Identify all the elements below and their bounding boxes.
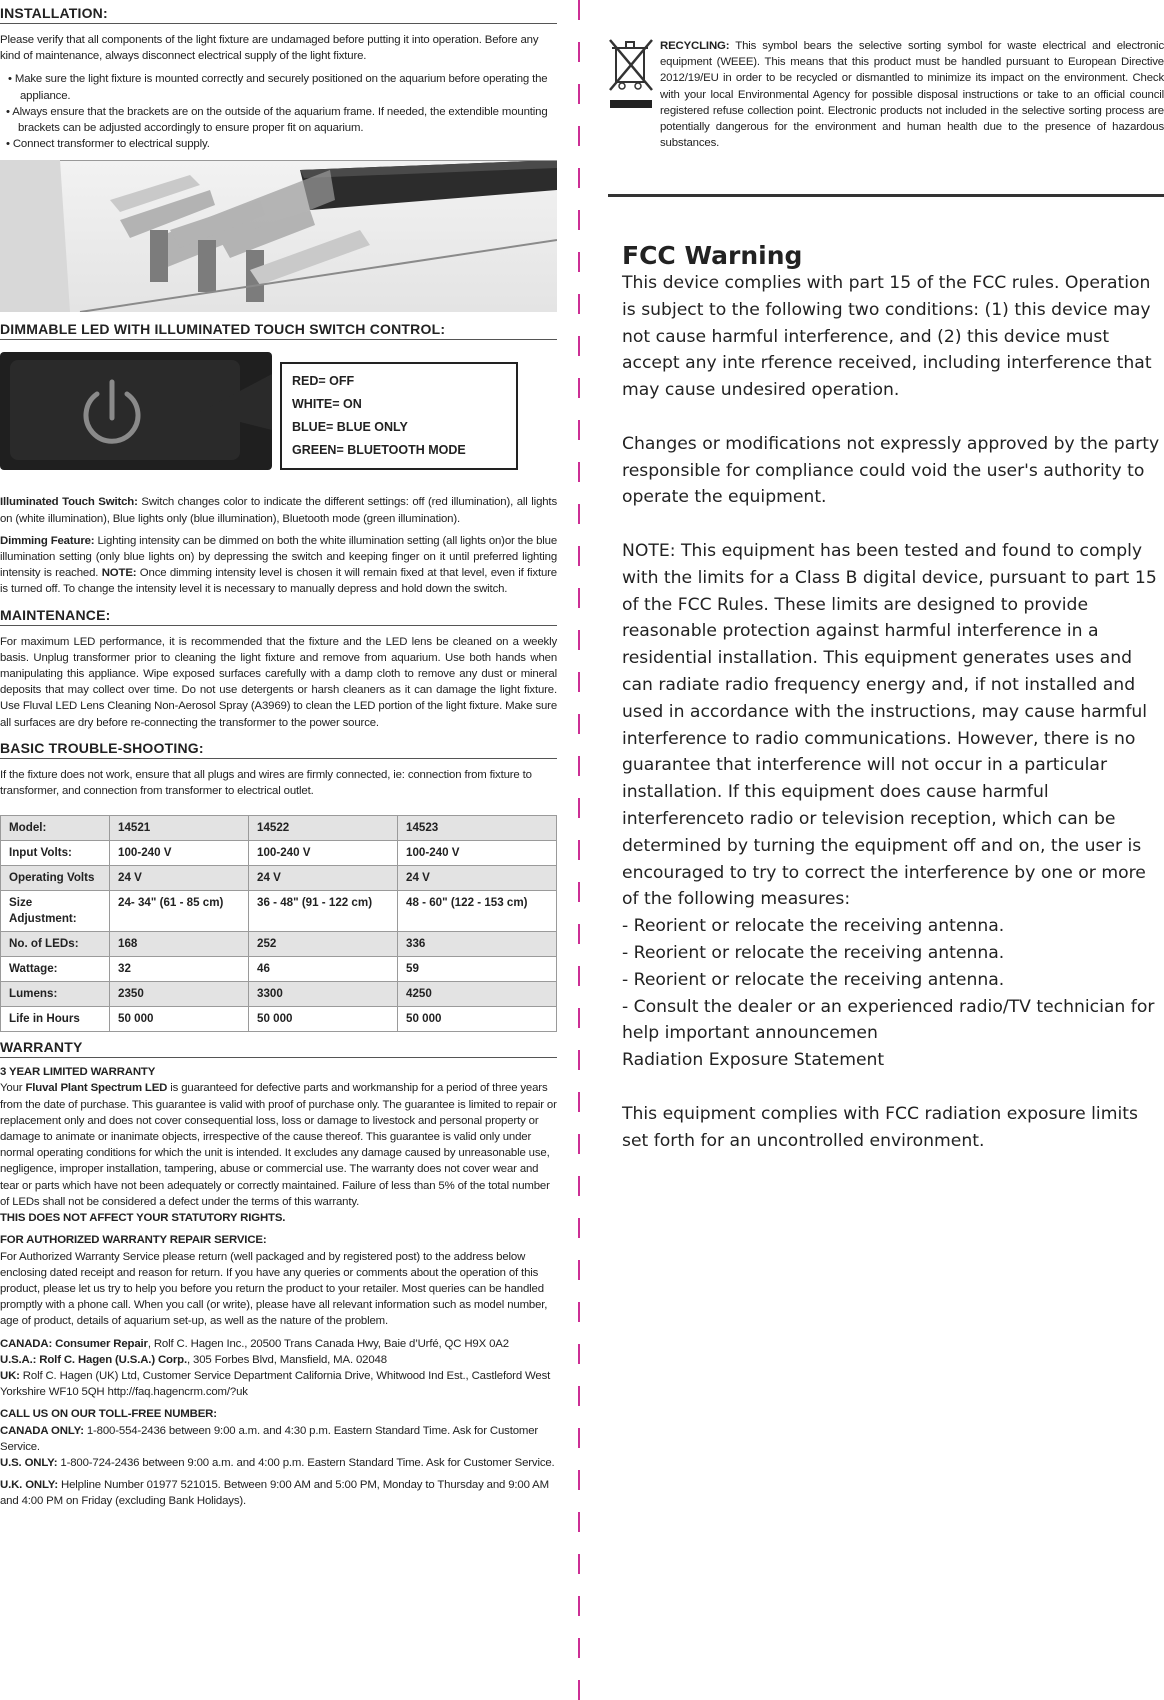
phone-text: 1-800-554-2436 between 9:00 a.m. and 4:30 p.m. Eastern Standard Time. Ask for Customer Service. bbox=[0, 1424, 539, 1453]
warranty-text: is guaranteed for defective parts and workmanship for a period of three years from the date of purchase. This guarantee is valid with proof of purchase only. The guarantee is limited to repair or replacement only and does not cover consequential loss, loss or damage to livestock and personal property or damage to animate or inanimate objects, irrespective of the cause thereof. This guarantee is valid only under normal operating conditions for which the unit is intended. It excludes any damage caused by unreasonable use, negligence, improper installation, tampering, abuse or commercial use. The warranty does not cover wear and tear or parts which have not been adequately or correctly maintained. Failure of less than 5% of the total number of LEDs shall not be considered a defect under the terms of this warranty. bbox=[0, 1082, 557, 1208]
table-cell: 4250 bbox=[398, 982, 557, 1007]
divider-dash bbox=[578, 168, 580, 188]
recycling-section bbox=[608, 38, 1164, 178]
warranty-section bbox=[0, 1064, 557, 1509]
table-cell: 48 - 60" (122 - 153 cm) bbox=[398, 891, 557, 932]
phone-canada bbox=[0, 1423, 557, 1455]
divider-dash bbox=[578, 672, 580, 692]
divider-dash bbox=[578, 1386, 580, 1406]
fcc-body bbox=[622, 270, 1164, 1154]
address-usa bbox=[0, 1352, 557, 1368]
table-row bbox=[1, 982, 557, 1007]
fcc-paragraph: This equipment complies with FCC radiation exposure limits set forth for an uncontrolled environment. bbox=[622, 1103, 1138, 1151]
divider-dash bbox=[578, 630, 580, 650]
address-canada bbox=[0, 1336, 557, 1352]
table-cell: 24- 34" (61 - 85 cm) bbox=[110, 891, 249, 932]
divider-dash bbox=[578, 462, 580, 482]
divider-dash bbox=[578, 1302, 580, 1322]
divider-dash bbox=[578, 756, 580, 776]
table-cell: 100-240 V bbox=[398, 841, 557, 866]
installation-bullet: • Always ensure that the brackets are on the outside of the aquarium frame. If needed, the extendible mounting brackets can be adjusted accordingly to ensure proper fit on aquarium. bbox=[6, 105, 548, 135]
toll-free-heading: CALL US ON OUR TOLL-FREE NUMBER: bbox=[0, 1408, 217, 1421]
dimming-label: Dimming Feature: bbox=[0, 534, 95, 547]
table-cell: 32 bbox=[110, 957, 249, 982]
table-cell: Size Adjustment: bbox=[1, 891, 110, 932]
divider-dash bbox=[578, 294, 580, 314]
fcc-title: FCC Warning bbox=[622, 241, 803, 270]
weee-bin-icon bbox=[608, 38, 654, 110]
fcc-measure: - Consult the dealer or an experienced radio/TV technician for help important announcemen bbox=[622, 996, 1155, 1044]
installation-heading: INSTALLATION: bbox=[0, 4, 557, 24]
table-cell: Lumens: bbox=[1, 982, 110, 1007]
divider-dash bbox=[578, 840, 580, 860]
legend-item: BLUE= BLUE ONLY bbox=[292, 420, 408, 435]
repair-heading: FOR AUTHORIZED WARRANTY REPAIR SERVICE: bbox=[0, 1234, 267, 1247]
table-cell: 2350 bbox=[110, 982, 249, 1007]
right-column bbox=[608, 0, 1164, 1154]
table-cell: 14522 bbox=[249, 816, 398, 841]
installation-intro: Please verify that all components of the light fixture are undamaged before putting it into operation. Before any kind of maintenance, always disconnect electrical supply of the light fixture. bbox=[0, 34, 539, 63]
table-cell: 50 000 bbox=[398, 1007, 557, 1032]
fcc-section bbox=[608, 241, 1164, 1154]
divider-dash bbox=[578, 1176, 580, 1196]
table-cell: 59 bbox=[398, 957, 557, 982]
divider-dash bbox=[578, 0, 580, 20]
power-icon bbox=[0, 352, 272, 470]
table-cell: Input Volts: bbox=[1, 841, 110, 866]
address-uk bbox=[0, 1368, 557, 1400]
divider-dash bbox=[578, 126, 580, 146]
installation-section bbox=[0, 32, 557, 152]
table-cell: 46 bbox=[249, 957, 398, 982]
fcc-paragraph: This device complies with part 15 of the FCC rules. Operation is subject to the following two conditions: (1) this device may not cause harmful interference, and (2) this device must accept any inte rference received, including interference that may cause undesired operation. bbox=[622, 273, 1152, 401]
divider-dash bbox=[578, 252, 580, 272]
table-row bbox=[1, 841, 557, 866]
fcc-measure: - Reorient or relocate the receiving antenna. bbox=[622, 942, 1005, 963]
legend-item: RED= OFF bbox=[292, 374, 355, 389]
divider-dash bbox=[578, 714, 580, 734]
installation-bullet: • Make sure the light fixture is mounted correctly and securely positioned on the aquarium before operating the appliance. bbox=[8, 73, 548, 102]
address-label: UK: bbox=[0, 1369, 20, 1382]
divider-dash bbox=[578, 588, 580, 608]
dimmable-description bbox=[0, 494, 557, 597]
table-row bbox=[1, 891, 557, 932]
table-row bbox=[1, 866, 557, 891]
divider-dash bbox=[578, 1680, 580, 1700]
phone-uk bbox=[0, 1477, 557, 1509]
maintenance-text: For maximum LED performance, it is recommended that the fixture and the LED lens be cleaned on a weekly basis. Unplug transformer prior to cleaning the light fixture and remove from aquarium. Use both hands when manipulating this appliance. Wipe exposed surfaces carefully with a damp cloth to remove any dust or mineral deposits that may collect over time. Do not use detergents or harsh cleaners as it can damage the light fixture. Use Fluval LED Lens Cleaning Non-Aerosol Spray (A3969) to clean the LED portion of the light fixture. Make sure all surfaces are dry before re-connecting the transformer to the power source. bbox=[0, 635, 557, 729]
divider-dash bbox=[578, 882, 580, 902]
table-cell: 24 V bbox=[398, 866, 557, 891]
recycling-body: This symbol bears the selective sorting symbol for waste electrical and electronic equipment (WEEE). This means that this product must be handled pursuant to European Directive 2012/19/EU in order to be recycled or dismantled to minimize its impact on the environment. Check with your local Environmental Agency for possible disposal instructions or take to an official council registered refuse collection point. Electronic products not included in the selective sorting process are potentially dangerous for the environment and human health due to the presence of hazardous substances. bbox=[660, 40, 1164, 150]
table-cell: 14523 bbox=[398, 816, 557, 841]
divider-dash bbox=[578, 1092, 580, 1112]
table-cell: 24 V bbox=[110, 866, 249, 891]
phone-label: U.S. ONLY: bbox=[0, 1456, 58, 1469]
divider-dash bbox=[578, 1638, 580, 1658]
table-cell: Model: bbox=[1, 816, 110, 841]
warranty-text: Your bbox=[0, 1082, 26, 1095]
touch-switch-label: Illuminated Touch Switch: bbox=[0, 496, 138, 509]
touch-switch-paragraph bbox=[0, 494, 557, 526]
divider-dash bbox=[578, 924, 580, 944]
repair-text: For Authorized Warranty Service please return (well packaged and by registered post) to the address below enclosing dated receipt and reason for return. If you have any queries or comments about the operation of this product, please let us try to help you before you return the product to your retailer. Most queries can be handled promptly with a phone call. When you call (or write), please have all relevant information such as model number, age of product, details of aquarium set-up, as well as the nature of the problem. bbox=[0, 1250, 548, 1328]
divider-dash bbox=[578, 336, 580, 356]
divider-dash bbox=[578, 42, 580, 62]
divider-dash bbox=[578, 1596, 580, 1616]
address-label: CANADA: Consumer Repair bbox=[0, 1337, 148, 1350]
product-name: Fluval Plant Spectrum LED bbox=[25, 1082, 168, 1095]
fcc-measure: - Reorient or relocate the receiving antenna. bbox=[622, 969, 1005, 990]
left-column bbox=[0, 0, 557, 1510]
touch-switch-photo bbox=[0, 352, 272, 470]
table-cell: 252 bbox=[249, 932, 398, 957]
divider-dash bbox=[578, 966, 580, 986]
troubleshooting-heading: BASIC TROUBLE-SHOOTING: bbox=[0, 739, 557, 759]
table-cell: 36 - 48" (91 - 122 cm) bbox=[249, 891, 398, 932]
divider-dash bbox=[578, 546, 580, 566]
dimming-paragraph bbox=[0, 533, 557, 598]
radiation-heading: Radiation Exposure Statement bbox=[622, 1050, 885, 1071]
installation-bullet: • Connect transformer to electrical supply. bbox=[6, 138, 210, 151]
divider-dash bbox=[578, 798, 580, 818]
note-label: NOTE: bbox=[101, 567, 137, 580]
divider-dash bbox=[578, 1512, 580, 1532]
warranty-paragraph bbox=[0, 1080, 557, 1210]
table-row bbox=[1, 957, 557, 982]
divider-dash bbox=[578, 1050, 580, 1070]
table-cell: 100-240 V bbox=[110, 841, 249, 866]
recycling-label: RECYCLING: bbox=[660, 40, 730, 52]
table-cell: No. of LEDs: bbox=[1, 932, 110, 957]
phone-text: Helpline Number 01977 521015. Between 9:00 AM and 5:00 PM, Monday to Thursday and 9:00 AM and 4:00 PM on Friday (excluding Bank Holidays). bbox=[0, 1479, 549, 1508]
phone-label: CANADA ONLY: bbox=[0, 1424, 84, 1437]
table-row bbox=[1, 1007, 557, 1032]
dimming-text: Lighting intensity can be dimmed on both the white illumination setting (all lights on)or the blue illumination setting (only blue lights on) by depressing the switch and keeping finger on it until preferred lighting intensity is reached. bbox=[0, 534, 558, 580]
dimmable-heading: DIMMABLE LED WITH ILLUMINATED TOUCH SWITCH CONTROL: bbox=[0, 320, 557, 340]
address-text: Rolf C. Hagen (UK) Ltd, Customer Service Department California Drive, Whitwood Ind Est., Castleford West Yorkshire WF10 5QH http://faq.hagencrm.com/?uk bbox=[0, 1369, 551, 1399]
fcc-paragraph: NOTE: This equipment has been tested and found to comply with the limits for a Class B digital device, pursuant to part 15 of the FCC Rules. These limits are designed to provide reasonable protection against harmful interference in a residential installation. This equipment generates uses and can radiate radio frequency energy and, if not installed and used in accordance with the instructions, may cause harmful interference to radio communications. However, there is no guarantee that interference will not occur in a particular installation. If this equipment does cause harmful interferenceto radio or television reception, which can be determined by turning the equipment off and on, the user is encouraged to try to correct the interference by one or more of the following measures: bbox=[622, 540, 1157, 910]
note-text: Once dimming intensity level is chosen it will remain fixed at that level, even if fixture is turned off. To change the intensity level it is necessary to manually depress and hold down the switch. bbox=[0, 567, 557, 596]
table-cell: 3300 bbox=[249, 982, 398, 1007]
phone-us bbox=[0, 1455, 557, 1471]
divider-dash bbox=[578, 1428, 580, 1448]
recycling-text bbox=[660, 38, 1164, 151]
table-cell: 168 bbox=[110, 932, 249, 957]
divider-dash bbox=[578, 1344, 580, 1364]
divider-dash bbox=[578, 1008, 580, 1028]
divider-dash bbox=[578, 504, 580, 524]
touch-switch-figure bbox=[0, 340, 557, 490]
table-cell: 50 000 bbox=[249, 1007, 398, 1032]
divider-dash bbox=[578, 1134, 580, 1154]
maintenance-heading: MAINTENANCE: bbox=[0, 606, 557, 626]
address-text: , 305 Forbes Blvd, Mansfield, MA. 02048 bbox=[186, 1353, 387, 1366]
legend-item: WHITE= ON bbox=[292, 397, 362, 412]
legend-item: GREEN= BLUETOOTH MODE bbox=[292, 443, 466, 458]
divider-dash bbox=[578, 1218, 580, 1238]
table-cell: 24 V bbox=[249, 866, 398, 891]
divider-dash bbox=[578, 1470, 580, 1490]
table-row bbox=[1, 816, 557, 841]
table-cell: Life in Hours bbox=[1, 1007, 110, 1032]
column-divider bbox=[578, 0, 582, 1684]
troubleshooting-text: If the fixture does not work, ensure that all plugs and wires are firmly connected, ie: connection from fixture to transformer, and connection from transformer to electrical outlet. bbox=[0, 768, 532, 798]
warranty-heading: WARRANTY bbox=[0, 1038, 557, 1058]
fcc-paragraph: Changes or modifications not expressly approved by the party responsible for compliance could void the user's authority to operate the equipment. bbox=[622, 433, 1160, 508]
divider-dash bbox=[578, 1554, 580, 1574]
table-cell: 100-240 V bbox=[249, 841, 398, 866]
divider-dash bbox=[578, 84, 580, 104]
table-cell: 336 bbox=[398, 932, 557, 957]
divider-dash bbox=[578, 1260, 580, 1280]
touch-switch-text: Switch changes color to indicate the different settings: off (red illumination), all lights on (white illumination), Blue lights only (blue illumination), Bluetooth mode (green illumination). bbox=[0, 496, 557, 525]
phone-label: U.K. ONLY: bbox=[0, 1479, 58, 1492]
statutory-rights: THIS DOES NOT AFFECT YOUR STATUTORY RIGHTS. bbox=[0, 1212, 286, 1225]
specifications-table bbox=[0, 815, 557, 1032]
address-text: , Rolf C. Hagen Inc., 20500 Trans Canada Hwy, Baie d’Urfé, QC H9X 0A2 bbox=[147, 1337, 509, 1350]
mounting-illustration bbox=[0, 160, 557, 312]
switch-color-legend bbox=[280, 362, 518, 470]
table-cell: 14521 bbox=[110, 816, 249, 841]
divider-dash bbox=[578, 210, 580, 230]
fcc-measure: - Reorient or relocate the receiving antenna. bbox=[622, 916, 1005, 937]
divider-dash bbox=[578, 378, 580, 398]
table-cell: Operating Volts bbox=[1, 866, 110, 891]
table-cell: 50 000 bbox=[110, 1007, 249, 1032]
section-rule bbox=[608, 194, 1164, 197]
phone-text: 1-800-724-2436 between 9:00 a.m. and 4:00 p.m. Eastern Standard Time. Ask for Customer Service. bbox=[57, 1456, 555, 1469]
divider-dash bbox=[578, 420, 580, 440]
table-cell: Wattage: bbox=[1, 957, 110, 982]
address-label: U.S.A.: Rolf C. Hagen (U.S.A.) Corp. bbox=[0, 1353, 187, 1366]
warranty-subheading: 3 YEAR LIMITED WARRANTY bbox=[0, 1066, 156, 1079]
table-row bbox=[1, 932, 557, 957]
fixture-mount-drawing bbox=[0, 160, 557, 312]
